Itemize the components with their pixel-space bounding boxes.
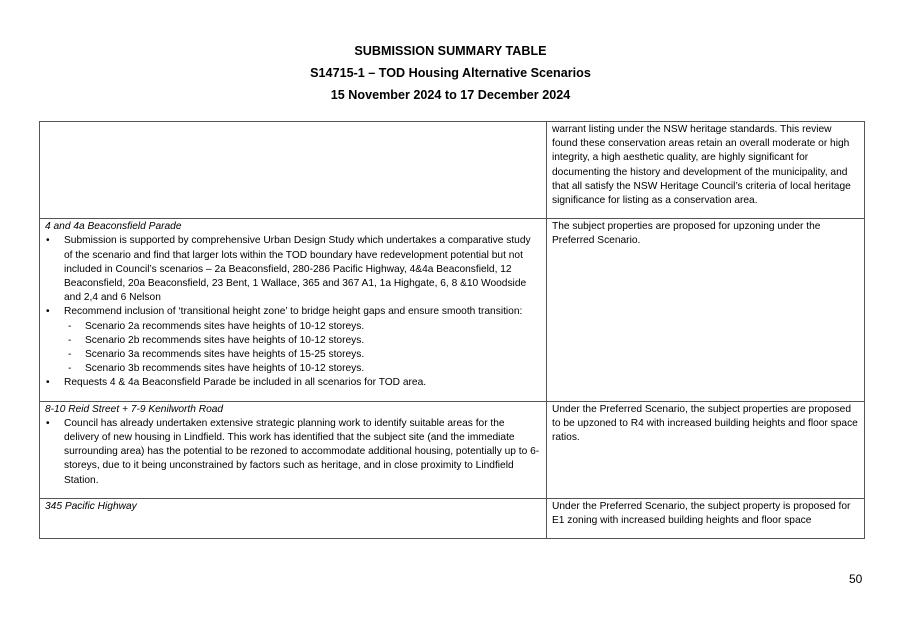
scenario-sub-item: - Scenario 2a recommends sites have heights of 10-12 storeys. bbox=[64, 320, 540, 334]
document-title: SUBMISSION SUMMARY TABLE bbox=[354, 44, 547, 58]
scenario-sub-list bbox=[64, 320, 540, 377]
table-row bbox=[40, 401, 865, 498]
submission-cell bbox=[40, 401, 547, 498]
submission-cell bbox=[40, 498, 547, 538]
submission-summary-table bbox=[39, 121, 865, 539]
document-subtitle: S14715-1 – TOD Housing Alternative Scenarios bbox=[310, 66, 591, 80]
page-number: 50 bbox=[849, 572, 863, 586]
submission-bullet-list bbox=[45, 417, 540, 488]
table-row bbox=[40, 498, 865, 538]
submission-bullet bbox=[45, 305, 540, 376]
scenario-sub-item: - Scenario 3a recommends sites have heights of 15-25 storeys. bbox=[64, 348, 540, 362]
response-cell: The subject properties are proposed for upzoning under the Preferred Scenario. bbox=[547, 219, 865, 401]
submission-bullet: • Council has already undertaken extensive strategic planning work to identify suitable areas for the delivery of new housing in Lindfield. This work has identified that the subject site (and the immediate surrounding area) has the potential to be rezoned to accommodate additional housing, potentially up to 6-storeys, due to it being unconstrained by factors such as heritage, and in close proximity to Lindfield Station. bbox=[45, 417, 540, 488]
submission-location: 4 and 4a Beaconsfield Parade bbox=[45, 221, 182, 233]
scenario-sub-item: - Scenario 3b recommends sites have heights of 10-12 storeys. bbox=[64, 362, 540, 376]
scenario-sub-item: - Scenario 2b recommends sites have heights of 10-12 storeys. bbox=[64, 334, 540, 348]
submission-location: 345 Pacific Highway bbox=[45, 500, 137, 512]
submission-bullet-text: Recommend inclusion of ‘transitional height zone’ to bridge height gaps and ensure smooth transition: bbox=[64, 306, 523, 318]
document-dates: 15 November 2024 to 17 December 2024 bbox=[330, 88, 571, 102]
response-cell: Under the Preferred Scenario, the subject property is proposed for E1 zoning with increased building heights and floor space bbox=[547, 498, 865, 538]
table-row bbox=[40, 122, 865, 219]
submission-location: 8-10 Reid Street + 7-9 Kenilworth Road bbox=[45, 403, 224, 415]
submission-cell bbox=[40, 122, 547, 219]
submission-bullet: • Submission is supported by comprehensive Urban Design Study which undertakes a comparative study of the scenario and find that larger lots within the TOD boundary have redevelopment potential but not included in Council’s scenarios – 2a Beaconsfield, 280-286 Pacific Highway, 4&4a Beaconsfield, 12 Beaconsfield, 20a Beaconsfield, 23 Bent, 1 Wallace, 365 and 367 A1, 1a Highgate, 6, 8 &10 Woodside and 2,4 and 6 Nelson bbox=[45, 234, 540, 305]
response-cell: Under the Preferred Scenario, the subject properties are proposed to be upzoned to R4 with increased building heights and floor space ratios. bbox=[547, 401, 865, 498]
submission-cell bbox=[40, 219, 547, 401]
submission-bullet: • Requests 4 & 4a Beaconsfield Parade be included in all scenarios for TOD area. bbox=[45, 376, 540, 390]
submission-bullet-list bbox=[45, 234, 540, 390]
response-cell: warrant listing under the NSW heritage standards. This review found these conservation areas retain an overall moderate or high integrity, a high aesthetic quality, are highly significant for documenting the history and development of the municipality, and that all satisfy the NSW Heritage Council’s criteria of local heritage significance for listing as a conservation area. bbox=[547, 122, 865, 219]
table-row bbox=[40, 219, 865, 401]
